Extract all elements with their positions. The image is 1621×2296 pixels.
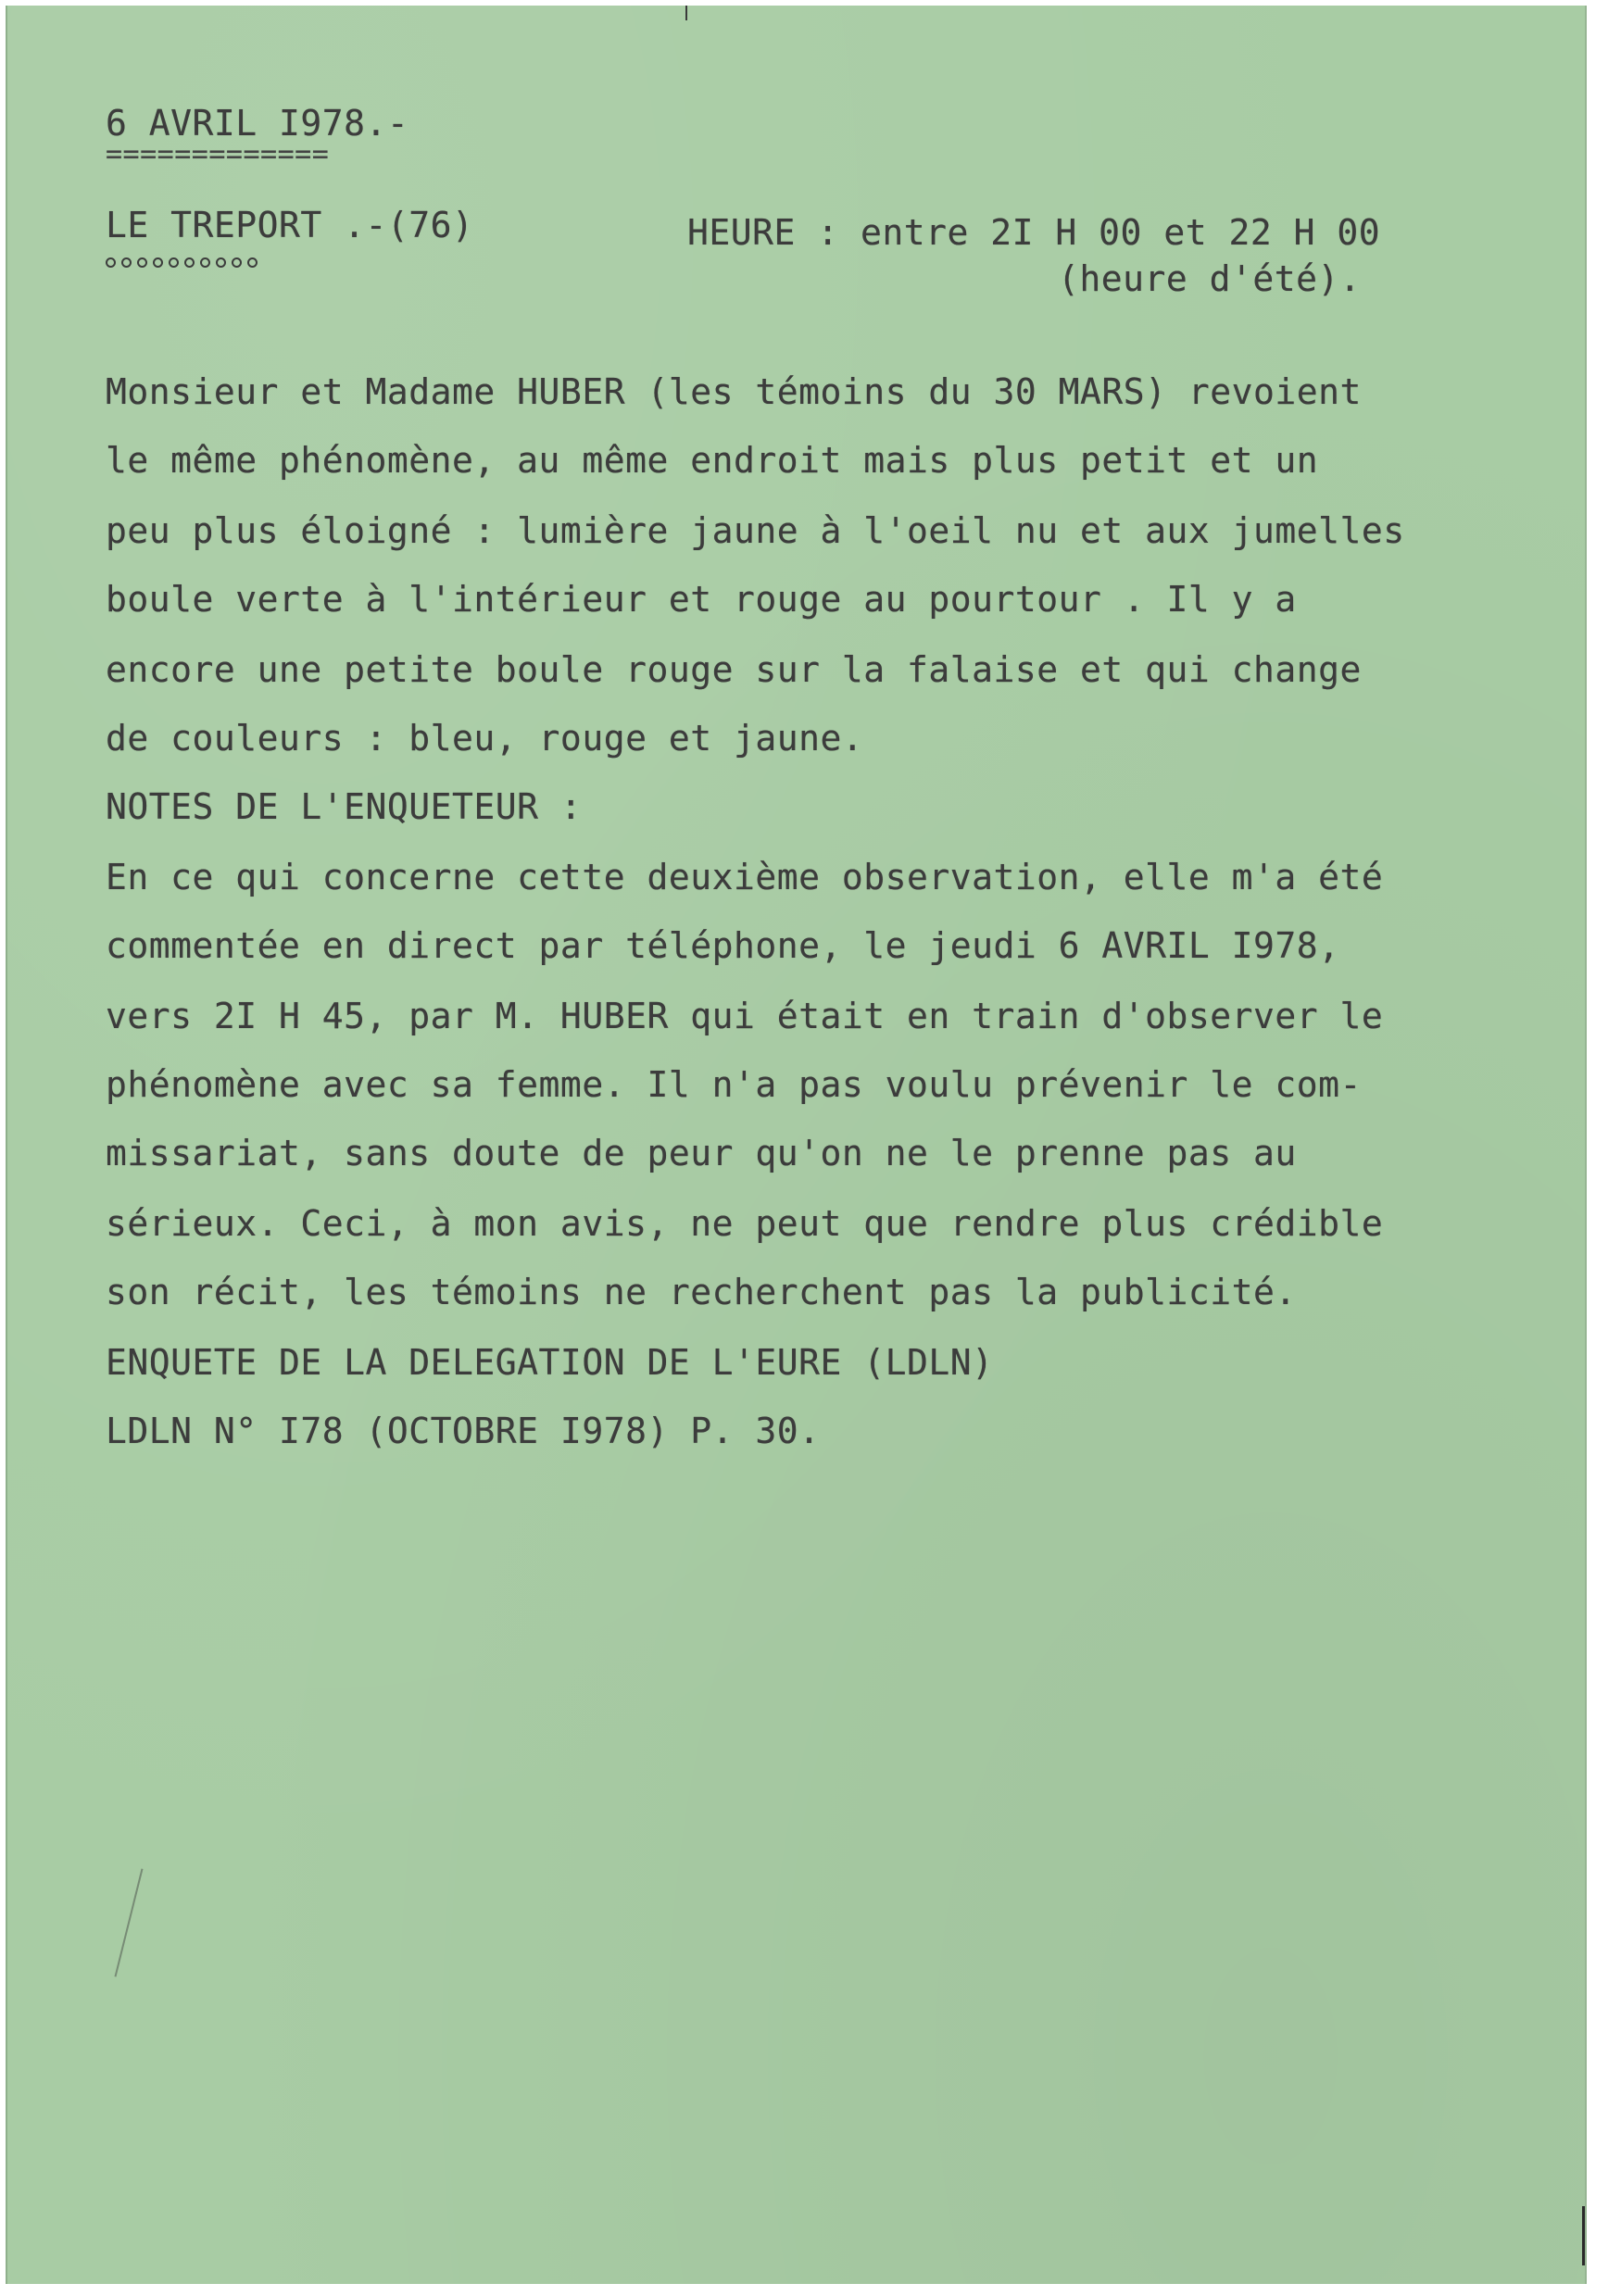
source-line: ENQUETE DE LA DELEGATION DE L'EURE (LDLN) [106, 1342, 994, 1383]
edge-mark [1582, 2206, 1585, 2265]
body-line: Monsieur et Madame HUBER (les témoins du 30 MARS) revoient [106, 371, 1362, 412]
body-line: encore une petite boule rouge sur la falaise et qui change [106, 649, 1362, 690]
location-heading: LE TREPORT .-(76) [106, 205, 474, 245]
report-date: 6 AVRIL I978.- [106, 103, 409, 144]
body-line: phénomène avec sa femme. Il n'a pas voulu prévenir le com- [106, 1064, 1362, 1105]
body-line: commentée en direct par téléphone, le jeudi 6 AVRIL I978, [106, 925, 1340, 966]
top-mark [685, 6, 687, 20]
investigator-notes-heading: NOTES DE L'ENQUETEUR : [106, 786, 583, 827]
body-line: vers 2I H 45, par M. HUBER qui était en train d'observer le [106, 996, 1384, 1036]
body-line: peu plus éloigné : lumière jaune à l'oeil nu et aux jumelles [106, 510, 1405, 551]
body-line: sérieux. Ceci, à mon avis, ne peut que rendre plus crédible [106, 1203, 1384, 1244]
body-line: En ce qui concerne cette deuxième observation, elle m'a été [106, 857, 1384, 897]
pen-mark [115, 1869, 144, 1977]
time-range: HEURE : entre 2I H 00 et 22 H 00 [687, 212, 1381, 253]
location-underline [106, 257, 258, 268]
body-line: de couleurs : bleu, rouge et jaune. [106, 718, 864, 759]
body-line: son récit, les témoins ne recherchent pas la publicité. [106, 1272, 1297, 1312]
body-line: missariat, sans doute de peur qu'on ne le prenne pas au [106, 1133, 1297, 1173]
body-line: boule verte à l'intérieur et rouge au pourtour . Il y a [106, 579, 1297, 620]
reference-line: LDLN N° I78 (OCTOBRE I978) P. 30. [106, 1411, 821, 1451]
time-note: (heure d'été). [1058, 258, 1362, 299]
paper-sheet [6, 6, 1587, 2284]
date-underline: ============= [106, 138, 330, 170]
body-line: le même phénomène, au même endroit mais plus petit et un [106, 440, 1319, 481]
